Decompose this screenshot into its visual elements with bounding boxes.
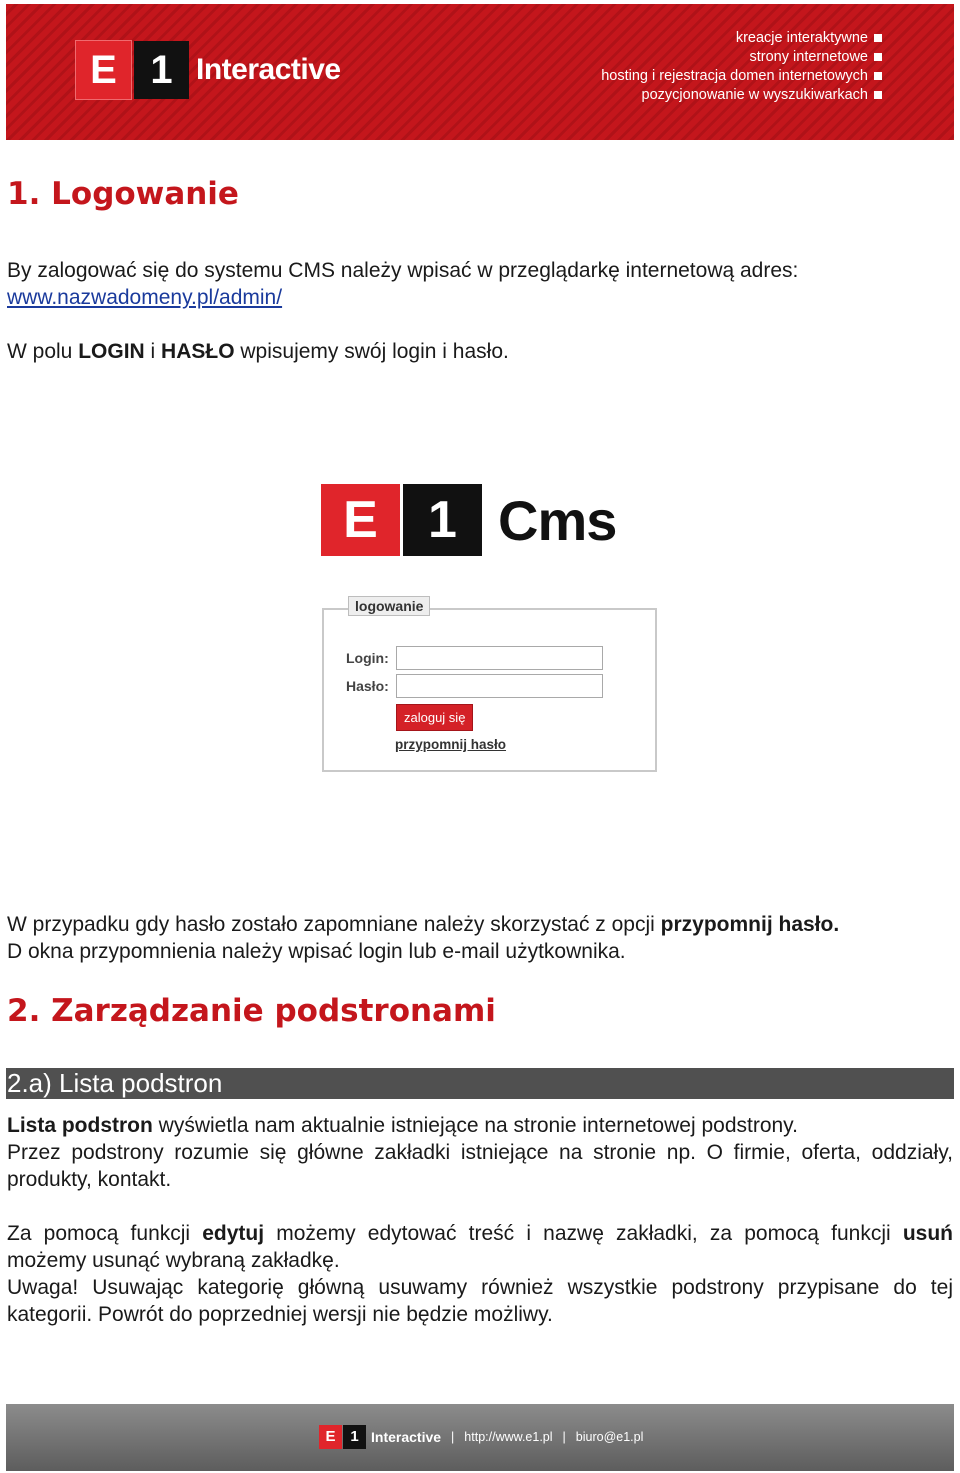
password-field-term: HASŁO: [161, 340, 235, 363]
list-paragraph: [7, 1112, 953, 1139]
logo-brand-text: Interactive: [196, 53, 341, 86]
header-tagline: [601, 29, 882, 105]
section-heading-zarzadzanie: 2. Zarządzanie podstronami: [7, 993, 496, 1029]
footer-logo-tile-1: 1: [343, 1425, 366, 1449]
password-label: Hasło:: [346, 678, 389, 694]
section-heading-logowanie: 1. Logowanie: [7, 176, 239, 212]
list-text: wyświetla nam aktualnie istniejące na stronie internetowej podstrony.: [152, 1114, 798, 1137]
header-banner: [6, 4, 954, 140]
intro-text: By zalogować się do systemu CMS należy wpisać w przeglądarkę internetową adres:: [7, 259, 799, 282]
remind-text: W przypadku gdy hasło zostało zapomniane należy skorzystać z opcji: [7, 913, 661, 936]
intro-paragraph: [7, 257, 953, 311]
footer: [6, 1404, 954, 1471]
login-field-term: LOGIN: [78, 340, 145, 363]
tagline-item: hosting i rejestracja domen internetowych: [601, 67, 882, 86]
admin-url-link[interactable]: www.nazwadomeny.pl/admin/: [7, 286, 283, 309]
functions-text: możemy edytować treść i nazwę zakładki, za pomocą funkcji: [264, 1222, 903, 1245]
footer-separator: |: [451, 1429, 455, 1444]
login-input[interactable]: [396, 646, 603, 670]
login-instruction: [7, 338, 953, 365]
login-screenshot: [318, 450, 663, 780]
functions-text: możemy usunąć wybraną zakładkę.: [7, 1249, 340, 1272]
footer-separator: |: [562, 1429, 566, 1444]
login-instruction-text: i: [144, 340, 162, 363]
login-panel: [322, 598, 657, 772]
list-term: Lista podstron: [7, 1114, 153, 1137]
subpages-paragraph: Przez podstrony rozumie się główne zakładki istniejące na stronie np. O firmie, oferta, oddziały, produkty, kontakt.: [7, 1141, 953, 1191]
functions-paragraph: [7, 1220, 953, 1274]
remind-text-line2: D okna przypomnienia należy wpisać login lub e-mail użytkownika.: [7, 940, 626, 963]
password-input[interactable]: [396, 674, 603, 698]
logo-tile-e: E: [75, 40, 132, 100]
subheading-bar: [6, 1068, 954, 1099]
cms-logo-text: Cms: [498, 488, 617, 552]
footer-email-link[interactable]: biuro@e1.pl: [575, 1429, 644, 1444]
login-label: Login:: [346, 650, 389, 666]
login-instruction-text: wpisujemy swój login i hasło.: [234, 340, 509, 363]
cms-logo-tile-e: E: [321, 484, 400, 556]
footer-logo-brand: Interactive: [371, 1428, 442, 1445]
login-instruction-text: W polu: [7, 340, 79, 363]
delete-term: usuń: [902, 1222, 953, 1245]
functions-text: Za pomocą funkcji: [7, 1222, 203, 1245]
warning-paragraph: Uwaga! Usuwając kategorię główną usuwamy również wszystkie podstrony przypisane do tej kategorii. Powrót do poprzedniej wersji nie będzie możliwy.: [7, 1276, 953, 1326]
password-row: [346, 674, 603, 698]
login-panel-tab: logowanie: [348, 596, 430, 616]
remind-paragraph: [7, 911, 953, 965]
e1-interactive-logo[interactable]: [75, 40, 341, 100]
footer-content: [319, 1424, 643, 1449]
tagline-item: kreacje interaktywne: [601, 29, 882, 48]
tagline-item: pozycjonowanie w wyszukiwarkach: [601, 86, 882, 105]
tagline-item: strony internetowe: [601, 48, 882, 67]
login-row: [346, 646, 603, 670]
remind-option-term: przypomnij hasło.: [660, 913, 840, 936]
edit-term: edytuj: [202, 1222, 265, 1245]
cms-logo-tile-1: 1: [403, 484, 482, 556]
login-submit-button[interactable]: zaloguj się: [396, 704, 473, 731]
footer-logo-tile-e: E: [319, 1425, 342, 1449]
remind-password-link[interactable]: przypomnij hasło: [395, 737, 507, 752]
e1-cms-logo: [321, 484, 616, 556]
logo-tile-1: 1: [134, 41, 189, 99]
subheading-lista-podstron: 2.a) Lista podstron: [7, 1068, 223, 1098]
footer-website-link[interactable]: http://www.e1.pl: [464, 1429, 553, 1444]
